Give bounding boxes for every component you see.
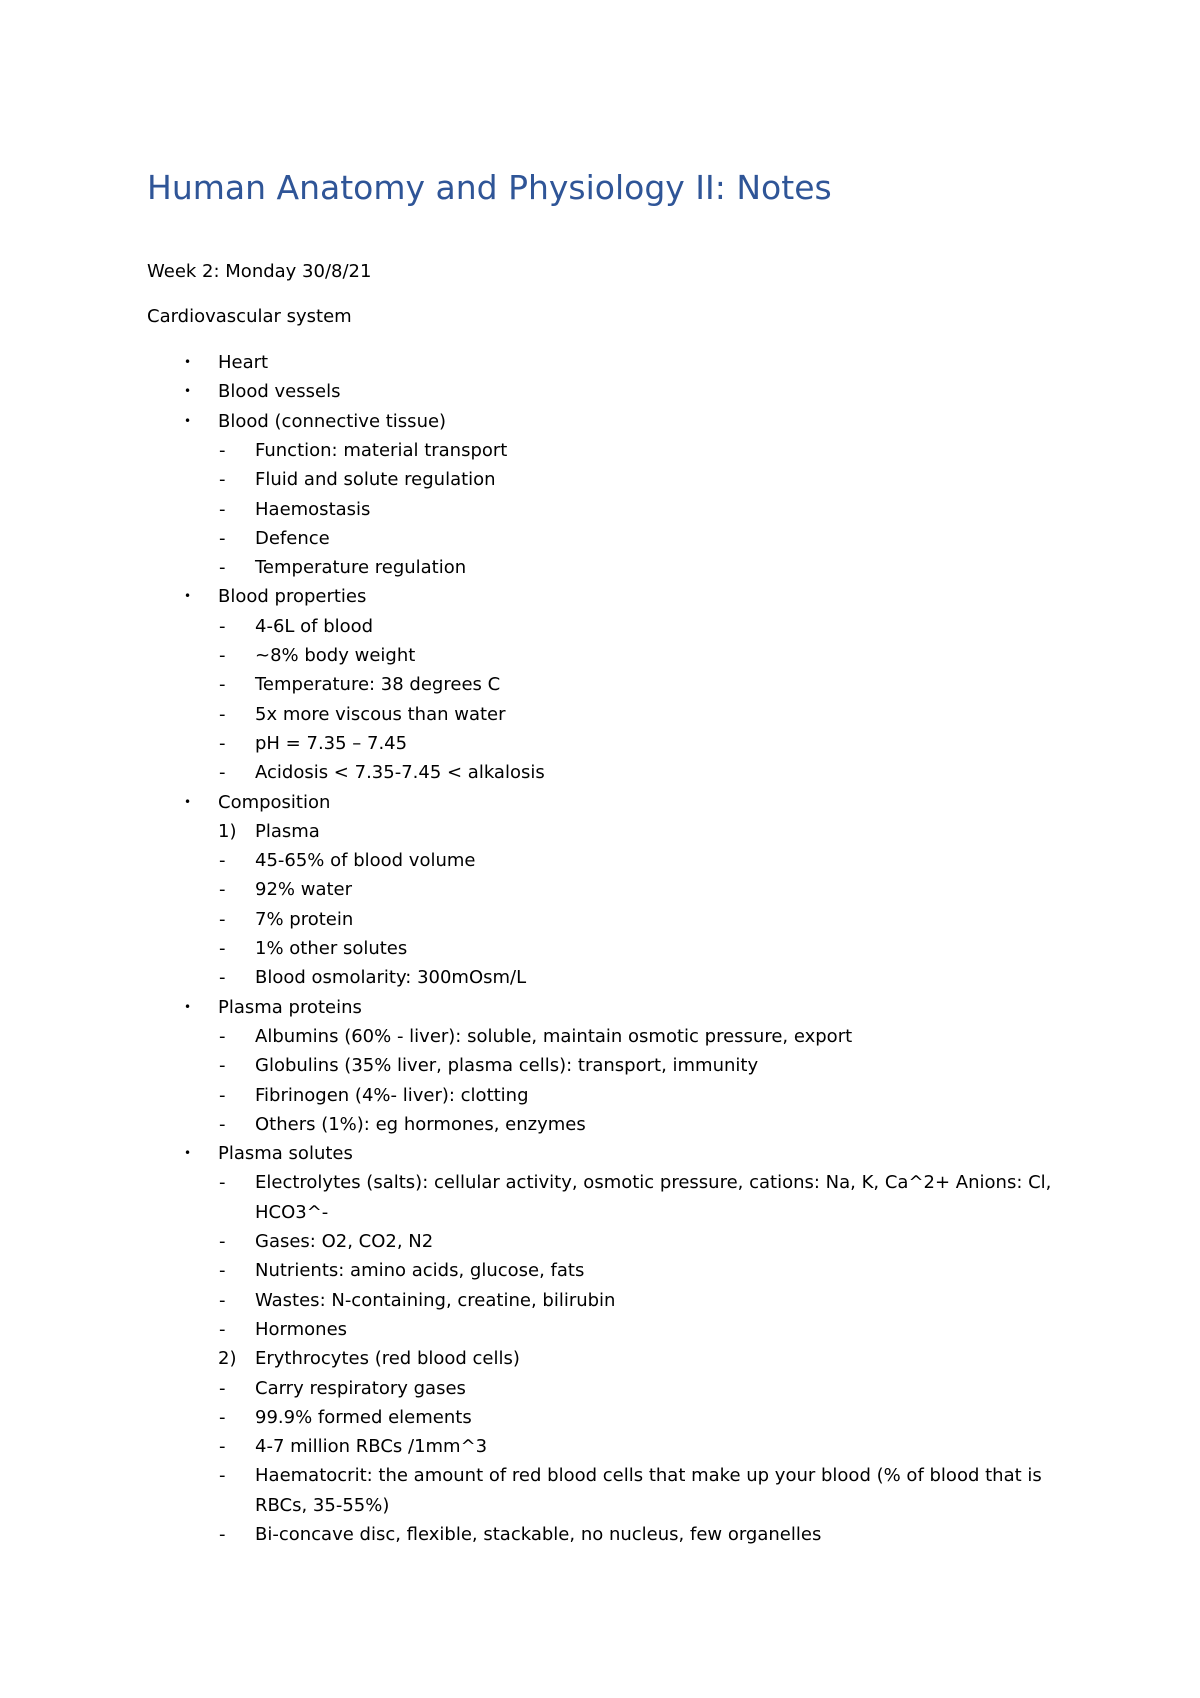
list-item	[0, 729, 1200, 758]
dash-marker: -	[219, 1231, 226, 1252]
dash-marker: -	[219, 732, 226, 754]
bullet-marker: •	[184, 413, 192, 428]
list-item	[0, 407, 1200, 436]
list-item	[0, 1403, 1200, 1432]
section-heading: Cardiovascular system	[147, 306, 352, 327]
dash-marker: -	[219, 1406, 226, 1428]
list-item	[0, 495, 1200, 524]
list-item-text: Others (1%): eg hormones, enzymes	[255, 1113, 586, 1135]
list-item-text: 45-65% of blood volume	[255, 850, 476, 872]
list-item-text: 4-7 million RBCs /1mm^3	[255, 1436, 488, 1458]
dash-marker: -	[219, 527, 226, 549]
list-item-text: Function: material transport	[255, 439, 508, 461]
list-item-text: Blood osmolarity: 300mOsm/L	[255, 967, 527, 989]
list-item	[0, 1139, 1200, 1168]
dash-marker: -	[219, 645, 226, 666]
list-item	[0, 875, 1200, 904]
bullet-marker: •	[184, 1146, 192, 1161]
list-item-text: Haematocrit: the amount of red blood cells that make up your blood (% of blood that is	[255, 1465, 1042, 1487]
list-item-text: Defence	[255, 527, 330, 549]
dash-marker: -	[219, 674, 226, 696]
list-item-text: Heart	[218, 352, 269, 373]
list-item-text: Gases: O2, CO2, N2	[255, 1231, 434, 1252]
list-item	[0, 817, 1200, 846]
dash-marker: -	[219, 439, 226, 461]
list-item-text: Temperature regulation	[255, 557, 467, 579]
list-item	[0, 1520, 1200, 1549]
list-item-text: Erythrocytes (red blood cells)	[255, 1348, 520, 1370]
list-item-text: Bi-concave disc, flexible, stackable, no nucleus, few organelles	[255, 1524, 822, 1545]
list-item-text: Fibrinogen (4%- liver): clotting	[255, 1084, 529, 1106]
dash-marker: -	[219, 1172, 226, 1194]
list-item-text: 4-6L of blood	[255, 615, 374, 637]
list-item	[0, 758, 1200, 787]
list-item-text: Carry respiratory gases	[255, 1377, 466, 1399]
list-item-text: 1% other solutes	[255, 938, 408, 959]
number-marker: 1)	[218, 820, 237, 842]
list-item-text: Plasma proteins	[218, 996, 362, 1018]
list-item	[0, 1110, 1200, 1139]
bullet-marker: •	[184, 355, 192, 369]
list-item	[0, 582, 1200, 611]
list-item	[0, 963, 1200, 992]
dash-marker: -	[219, 762, 226, 784]
list-item	[0, 1081, 1200, 1110]
list-item-text: Fluid and solute regulation	[255, 469, 496, 491]
list-item-text: Albumins (60% - liver): soluble, maintain osmotic pressure, export	[255, 1025, 853, 1047]
dash-marker: -	[219, 938, 226, 959]
list-item-text: Blood (connective tissue)	[218, 410, 447, 432]
date-line: Week 2: Monday 30/8/21	[147, 261, 372, 282]
list-item	[0, 641, 1200, 670]
list-item	[0, 524, 1200, 553]
dash-marker: -	[219, 1055, 226, 1077]
list-item	[0, 1227, 1200, 1256]
list-item-text: pH = 7.35 – 7.45	[255, 732, 408, 754]
list-item-text: Composition	[218, 791, 331, 813]
dash-marker: -	[219, 498, 226, 520]
list-item	[0, 1315, 1200, 1344]
bullet-marker: •	[184, 384, 192, 399]
list-item	[0, 377, 1200, 406]
list-item	[0, 700, 1200, 729]
list-item-text: Hormones	[255, 1318, 348, 1340]
dash-marker: -	[219, 1465, 226, 1487]
list-item-text: ~8% body weight	[255, 645, 416, 666]
list-item	[0, 1286, 1200, 1315]
dash-marker: -	[219, 1524, 226, 1545]
bullet-marker: •	[184, 794, 192, 809]
list-item	[0, 934, 1200, 963]
dash-marker: -	[219, 557, 226, 579]
list-item	[0, 1168, 1200, 1197]
list-item	[0, 1461, 1200, 1490]
dash-marker: -	[219, 469, 226, 491]
dash-marker: -	[219, 1318, 226, 1340]
dash-marker: -	[219, 1113, 226, 1135]
list-item-text: 92% water	[255, 879, 353, 901]
list-item-text: Nutrients: amino acids, glucose, fats	[255, 1260, 585, 1282]
document-title: Human Anatomy and Physiology II: Notes	[147, 168, 832, 207]
list-item-continuation	[0, 1491, 1200, 1520]
list-item	[0, 1432, 1200, 1461]
list-item	[0, 436, 1200, 465]
list-item	[0, 348, 1200, 377]
list-item	[0, 553, 1200, 582]
list-item	[0, 993, 1200, 1022]
list-item-text: Electrolytes (salts): cellular activity, osmotic pressure, cations: Na, K, Ca^2+ Anions: Cl,	[255, 1172, 1052, 1194]
list-item-text: 5x more viscous than water	[255, 703, 506, 725]
dash-marker: -	[219, 1436, 226, 1458]
list-item	[0, 612, 1200, 641]
list-item	[0, 670, 1200, 699]
bullet-marker: •	[184, 589, 192, 604]
dash-marker: -	[219, 703, 226, 725]
number-marker: 2)	[218, 1348, 237, 1370]
list-item	[0, 1022, 1200, 1051]
dash-marker: -	[219, 1084, 226, 1106]
list-item-text: Blood properties	[218, 586, 367, 608]
list-item	[0, 788, 1200, 817]
dash-marker: -	[219, 1377, 226, 1399]
list-item	[0, 1374, 1200, 1403]
list-item-text: HCO3^-	[255, 1201, 329, 1223]
list-item-text: Temperature: 38 degrees C	[255, 674, 501, 696]
list-item-text: Acidosis < 7.35-7.45 < alkalosis	[255, 762, 545, 784]
list-item-text: RBCs, 35-55%)	[255, 1494, 390, 1516]
list-item	[0, 905, 1200, 934]
list-item-text: Wastes: N-containing, creatine, bilirubin	[255, 1289, 616, 1311]
dash-marker: -	[219, 615, 226, 637]
list-item	[0, 1256, 1200, 1285]
list-item-text: Plasma	[255, 820, 320, 842]
dash-marker: -	[219, 908, 226, 930]
bullet-marker: •	[184, 999, 192, 1014]
list-item	[0, 1051, 1200, 1080]
list-item	[0, 465, 1200, 494]
dash-marker: -	[219, 1260, 226, 1282]
list-item-continuation	[0, 1198, 1200, 1227]
dash-marker: -	[219, 1025, 226, 1047]
dash-marker: -	[219, 879, 226, 901]
list-item	[0, 1344, 1200, 1373]
list-item-text: Plasma solutes	[218, 1143, 353, 1165]
dash-marker: -	[219, 1289, 226, 1311]
list-item	[0, 846, 1200, 875]
dash-marker: -	[219, 967, 226, 989]
dash-marker: -	[219, 850, 226, 872]
list-item-text: Haemostasis	[255, 498, 371, 520]
list-item-text: 99.9% formed elements	[255, 1406, 472, 1428]
list-item-text: Blood vessels	[218, 381, 341, 403]
list-item-text: 7% protein	[255, 908, 354, 930]
list-item-text: Globulins (35% liver, plasma cells): transport, immunity	[255, 1055, 759, 1077]
